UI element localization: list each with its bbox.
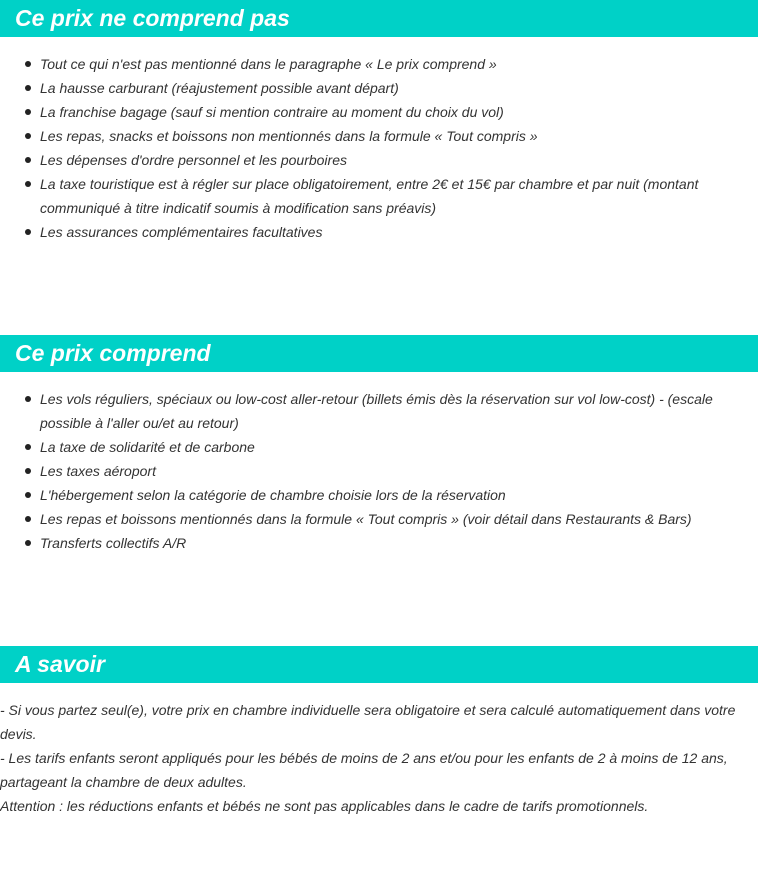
section-title-included: Ce prix comprend	[15, 340, 211, 366]
list-item-text: Les vols réguliers, spéciaux ou low-cost aller-retour (billets émis dès la réservation sur vol low-cost) - (escale possible à l'aller ou/et au retour)	[40, 391, 713, 431]
list-item-text: Les repas et boissons mentionnés dans la formule « Tout compris » (voir détail dans Restaurants & Bars)	[40, 511, 692, 527]
bullet-icon	[25, 157, 31, 163]
info-paragraph: - Si vous partez seul(e), votre prix en chambre individuelle sera obligatoire et sera calculé automatiquement dans votre devis.	[0, 702, 736, 742]
bullet-icon	[25, 133, 31, 139]
section-header-not-included	[0, 0, 758, 37]
list-item	[0, 148, 758, 172]
list-item-text: La franchise bagage (sauf si mention contraire au moment du choix du vol)	[40, 104, 504, 120]
info-paragraph: - Les tarifs enfants seront appliqués pour les bébés de moins de 2 ans et/ou pour les enfants de 2 à moins de 12 ans, partageant la chambre de deux adultes.	[0, 750, 728, 790]
list-item	[0, 172, 758, 220]
bullet-icon	[25, 468, 31, 474]
bullet-icon	[25, 85, 31, 91]
list-item	[0, 220, 758, 244]
list-item	[0, 387, 758, 435]
included-list	[0, 387, 758, 555]
bullet-icon	[25, 540, 31, 546]
list-item	[0, 52, 758, 76]
section-header-included	[0, 335, 758, 372]
list-item-text: Les dépenses d'ordre personnel et les pourboires	[40, 152, 347, 168]
list-item-text: La taxe touristique est à régler sur place obligatoirement, entre 2€ et 15€ par chambre et par nuit (montant communiqué à titre indicatif soumis à modification sans préavis)	[40, 176, 699, 216]
list-item-text: Tout ce qui n'est pas mentionné dans le paragraphe « Le prix comprend »	[40, 56, 497, 72]
bullet-icon	[25, 492, 31, 498]
list-item	[0, 459, 758, 483]
list-item-text: Transferts collectifs A/R	[40, 535, 187, 551]
list-item	[0, 100, 758, 124]
section-title-not-included: Ce prix ne comprend pas	[15, 5, 290, 31]
list-item	[0, 435, 758, 459]
list-item-text: Les repas, snacks et boissons non mentionnés dans la formule « Tout compris »	[40, 128, 538, 144]
list-item-text: La hausse carburant (réajustement possible avant départ)	[40, 80, 399, 96]
list-item-text: Les taxes aéroport	[40, 463, 156, 479]
list-item	[0, 76, 758, 100]
list-item	[0, 507, 758, 531]
list-item-text: L'hébergement selon la catégorie de chambre choisie lors de la réservation	[40, 487, 506, 503]
info-paragraph: Attention : les réductions enfants et bébés ne sont pas applicables dans le cadre de tarifs promotionnels.	[0, 798, 649, 814]
list-item	[0, 124, 758, 148]
bullet-icon	[25, 109, 31, 115]
list-item	[0, 483, 758, 507]
bullet-icon	[25, 229, 31, 235]
list-item-text: La taxe de solidarité et de carbone	[40, 439, 255, 455]
section-header-info	[0, 646, 758, 683]
list-item-text: Les assurances complémentaires facultatives	[40, 224, 323, 240]
list-item	[0, 531, 758, 555]
bullet-icon	[25, 181, 31, 187]
not-included-list	[0, 52, 758, 244]
bullet-icon	[25, 61, 31, 67]
info-text	[0, 698, 758, 818]
bullet-icon	[25, 396, 31, 402]
section-title-info: A savoir	[15, 651, 105, 677]
bullet-icon	[25, 444, 31, 450]
bullet-icon	[25, 516, 31, 522]
